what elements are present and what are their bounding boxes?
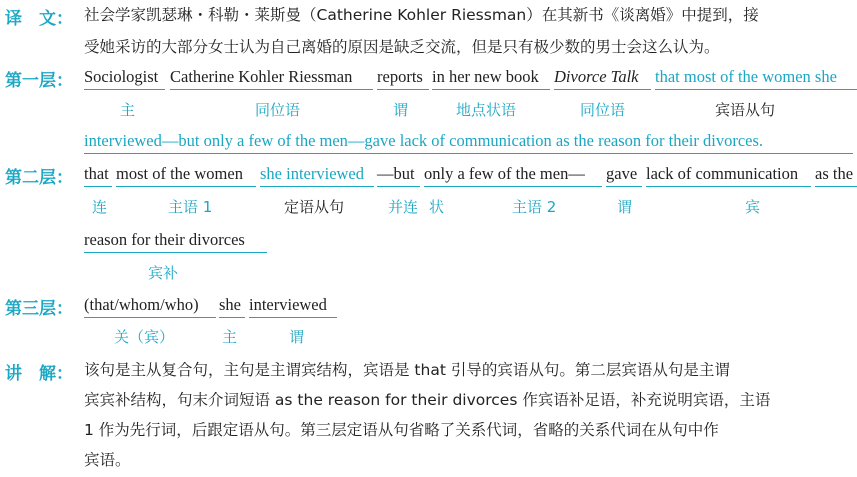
layer2-segment-conj2: —but (377, 163, 420, 187)
layer2-segment-conj: that (84, 163, 112, 187)
layer2-annotation-adverbial: 状 (429, 198, 445, 216)
explanation-label: 讲 解： (5, 364, 73, 384)
layer1-annotation-appositive-2: 同位语 (580, 101, 626, 119)
layer1-annotation-object-clause: 宾语从句 (715, 101, 776, 119)
explanation-row-2 (0, 389, 857, 415)
layer2-label: 第二层： (5, 168, 73, 188)
layer1-segment-book-title (554, 66, 651, 90)
layer3-annotations (0, 326, 857, 352)
layer3-row (0, 294, 857, 320)
explanation-row-3 (0, 419, 857, 445)
layer1-segment-place: in her new book (432, 66, 550, 90)
explanation-line-2: 宾宾补结构，句末介词短语 as the reason for their divorces 作宾语补足语，补充说明宾语，主语 (84, 391, 771, 409)
layer1-annotations (0, 99, 857, 125)
layer2-segment-complement-start: as the (815, 163, 857, 187)
translation-text-line-1: 社会学家凯瑟琳・科勒・莱斯曼（Catherine Kohler Riessman）在其新书《谈离婚》中提到，接 (84, 6, 759, 24)
layer1-annotation-place: 地点状语 (456, 101, 517, 119)
layer2-segment-object: lack of communication (646, 163, 811, 187)
layer3-segment-relative: (that/whom/who) (84, 294, 216, 318)
explanation-row-4 (0, 449, 857, 475)
translation-row-1 (0, 4, 857, 30)
layer3-segment-verb: interviewed (249, 294, 337, 318)
layer2-segment-attributive: she interviewed (260, 163, 374, 187)
layer2-row-2 (0, 229, 857, 255)
layer2-annotation-subject1: 主语 1 (168, 198, 213, 216)
layer2-annotation-complement: 宾补 (148, 264, 179, 282)
layer1-segment-object-clause: that most of the women she (655, 66, 857, 90)
layer2-annotations-2 (0, 262, 857, 288)
layer2-annotations (0, 196, 857, 222)
layer1-segment-clause-continued: interviewed—but only a few of the men—gave lack of communication as the reason for their divorces. (84, 130, 853, 154)
layer1-annotation-subject: 主 (120, 101, 136, 119)
layer2-annotation-verb: 谓 (617, 198, 633, 216)
layer3-annotation-verb: 谓 (289, 328, 305, 346)
explanation-line-4: 宾语。 (84, 451, 131, 469)
book-title-italic: Divorce Talk (554, 67, 639, 86)
layer2-annotation-object: 宾 (745, 198, 761, 216)
layer1-segment-verb: reports (377, 66, 429, 90)
layer2-segment-complement: reason for their divorces (84, 229, 267, 253)
layer1-row-2 (0, 130, 857, 156)
layer2-annotation-conj2: 并连 (388, 198, 419, 216)
layer3-annotation-subject: 主 (222, 328, 238, 346)
layer1-row (0, 66, 857, 92)
layer2-segment-verb: gave (606, 163, 642, 187)
layer1-label: 第一层： (5, 71, 73, 91)
layer2-segment-subject1: most of the women (116, 163, 256, 187)
explanation-line-1: 该句是主从复合句，主句是主谓宾结构，宾语是 that 引导的宾语从句。第二层宾语从句是主谓 (84, 361, 730, 379)
layer2-annotation-conj: 连 (92, 198, 108, 216)
layer1-segment-subject: Sociologist (84, 66, 165, 90)
layer2-annotation-subject2: 主语 2 (512, 198, 557, 216)
layer3-annotation-relative: 关（宾） (114, 328, 175, 346)
layer1-segment-appositive: Catherine Kohler Riessman (170, 66, 373, 90)
layer1-annotation-appositive: 同位语 (255, 101, 301, 119)
explanation-line-3: 1 作为先行词，后跟定语从句。第三层定语从句省略了关系代词，省略的关系代词在从句中作 (84, 421, 719, 439)
explanation-row-1 (0, 359, 857, 385)
layer1-annotation-verb: 谓 (393, 101, 409, 119)
layer2-annotation-attributive: 定语从句 (284, 198, 345, 216)
layer2-segment-subject2: only a few of the men— (424, 163, 602, 187)
translation-row-2 (0, 36, 857, 62)
translation-label: 译 文： (5, 9, 73, 29)
translation-text-line-2: 受她采访的大部分女士认为自己离婚的原因是缺乏交流，但是只有极少数的男士会这么认为。 (84, 38, 720, 56)
layer2-row (0, 163, 857, 189)
layer3-label: 第三层： (5, 299, 73, 319)
layer3-segment-subject: she (219, 294, 245, 318)
